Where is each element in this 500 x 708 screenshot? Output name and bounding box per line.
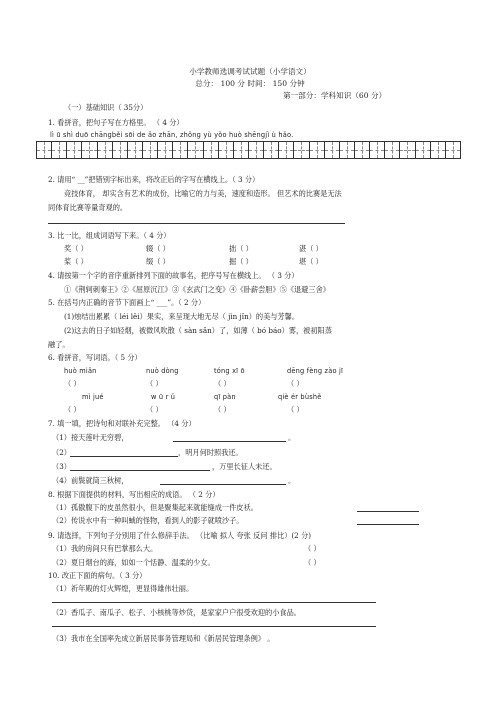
answer-blank[interactable] — [48, 223, 345, 224]
answer-blank[interactable] — [160, 484, 286, 485]
answer-blank[interactable] — [357, 524, 419, 525]
q3-item: 拙（ ） — [229, 244, 253, 253]
q6-bracket: （ ） — [64, 379, 81, 388]
writing-grid[interactable] — [36, 141, 461, 159]
q10-line-1: （1）祈年殿的灯火辉煌，更显得雄伟壮丽。 — [52, 584, 194, 593]
q8-line-2: （2）传说水中有一种叫蜮的怪物，看到人的影子就喷沙子。 — [52, 516, 244, 525]
question-10-stem: 10. 改正下面的病句。（ 3 分） — [48, 571, 147, 580]
q6-pinyin: w ū r ǔ — [151, 393, 176, 401]
q6-bracket: （ ） — [287, 405, 304, 414]
page-title: 小学教师选调考试试题（小学语文） — [189, 67, 311, 76]
q7-line-3-num: （3） — [52, 462, 71, 471]
q3-item: 湛（ ） — [299, 244, 323, 253]
question-2-line-1: 竞技体育， 却实含有艺术的成份，比喻它的力与美，速度和造形。 但艺术的比赛是无法 — [64, 189, 342, 198]
question-6-stem: 6. 看拼音，写词语。（ 5 分） — [48, 353, 142, 362]
q6-pinyin: huò miǎn — [64, 367, 97, 375]
question-2-stem: 2. 请用“ __”把错别字标出来，将改正后的字写在横线上。（ 3 分） — [48, 175, 260, 184]
q6-bracket: （ ） — [146, 405, 163, 414]
question-5-line-3: 融了。 — [48, 340, 70, 349]
q6-pinyin: qī pàn — [214, 393, 236, 401]
q3-item: 缀（ ） — [146, 257, 170, 266]
q6-pinyin: qiè ér bùshě — [278, 393, 322, 401]
part-heading: 第一部分：学科知识（60 分） — [283, 91, 387, 100]
question-5-line-1: (1)烛结出累累（ léi lěi）果实，来呈现大地无尽（ jìn jǐn）的美与芳馨。 — [64, 312, 300, 321]
q6-bracket: （ ） — [287, 379, 304, 388]
q3-item: 掘（ ） — [229, 257, 253, 266]
question-1-stem: 1. 看拼音，把句子写在方格里。 （ 4 分） — [48, 118, 184, 127]
question-8-stem: 8. 根据下面提供的材料，写出相应的成语。 （ 2 分） — [48, 490, 220, 499]
q3-item: 堪（ ） — [299, 257, 323, 266]
question-5-stem: 5. 在括号内正确的音节下面画上“ ___”。（ 2 分） — [48, 298, 206, 307]
q6-bracket: （ ） — [214, 405, 231, 414]
answer-blank[interactable] — [70, 456, 178, 457]
q7-line-4: （4）前鬓就筒三秋树， — [52, 476, 129, 485]
answer-blank[interactable] — [357, 511, 419, 512]
section-title: （一）基础知识（ 35分） — [64, 103, 148, 112]
q6-bracket: （ ） — [146, 379, 163, 388]
question-3-stem: 3. 比一比，组成词语写下来。（ 4 分） — [48, 231, 171, 240]
q9-answer-paren[interactable]: （ ） — [304, 544, 321, 553]
q7-period: 。 — [288, 433, 296, 442]
question-9-stem: 9. 请选择，下列句子分别用了什么修辞手法。 （比喻 拟人 夸张 反问 排比）(2 分) — [48, 531, 312, 540]
q9-line-2: （2）夏日烟台的海，如如一个恬静、温柔的少女。 — [52, 558, 215, 567]
q6-pinyin: mì jué — [82, 393, 104, 401]
q6-pinyin: nuò dònɡ — [146, 367, 179, 375]
q7-line-1: （1）接天莲叶无穷碧， — [52, 433, 129, 442]
q6-pinyin: tónɡ xī ō — [214, 367, 245, 375]
q7-period: 。 — [288, 476, 296, 485]
question-1-pinyin: lì ū shì duō chānɡběi sōi de ǎo zhān, zhǒnɡ yù yǒo huò shēnɡjì ù hǎo. — [50, 131, 294, 139]
q10-line-2: （2）香瓜子、南瓜子、松子、小核桃等炒货，是家家户户很受欢迎的小食品。 — [52, 608, 301, 617]
q10-line-3: （3）我市在全国率先成立新居民事务管理局和《新居民管理条例》 。 — [52, 634, 275, 643]
question-5-line-2: (2)这去的日子如轻烟，被微风吹散（ sàn sǎn）了，如薄（ bó báo）雾，被初阳蒸 — [64, 326, 332, 335]
answer-blank[interactable] — [70, 470, 210, 471]
exam-meta: 总分： 100 分 时间： 150 分钟 — [195, 79, 305, 88]
q7-line-2-num: （2） — [52, 448, 71, 457]
question-2-line-2: 同体育比赛等量奇观的。 — [48, 203, 128, 212]
q9-line-1: （1）我的房间只有巴掌那么大。 — [52, 544, 158, 553]
q3-item: 桨（ ） — [64, 257, 88, 266]
q7-line-3-text: ，万里长征人未还。 — [212, 462, 277, 471]
answer-blank[interactable] — [173, 441, 286, 442]
q8-line-1: （1）孤傲腹下的皮虽然很小，但是聚集起来就能缝成一件皮袄。 — [52, 503, 258, 512]
q6-bracket: （ ） — [214, 379, 231, 388]
q3-item: 辍（ ） — [146, 244, 170, 253]
q3-item: 奖（ ） — [64, 244, 88, 253]
q9-answer-paren[interactable]: （ ） — [304, 558, 321, 567]
answer-blank[interactable] — [52, 602, 376, 603]
answer-blank[interactable] — [52, 626, 376, 627]
q7-line-2-text: ，明月何时照我还。 — [178, 448, 243, 457]
question-7-stem: 7. 填一填，把诗句和对联补充完整。 （4 分） — [48, 419, 196, 428]
question-4-items: ①《荆轲刺秦王》②《屈原沉江》③《玄武门之变》④《卧薪尝胆》⑤《退避三舍》 — [64, 285, 330, 294]
question-4-stem: 4. 请按第一个字的音序重新排列下面的故事名，把序号写在横线上。 （ 3 分） — [48, 271, 299, 280]
q6-bracket: （ ） — [64, 405, 81, 414]
q6-pinyin: dēnɡ fènɡ zào jī — [287, 367, 344, 375]
